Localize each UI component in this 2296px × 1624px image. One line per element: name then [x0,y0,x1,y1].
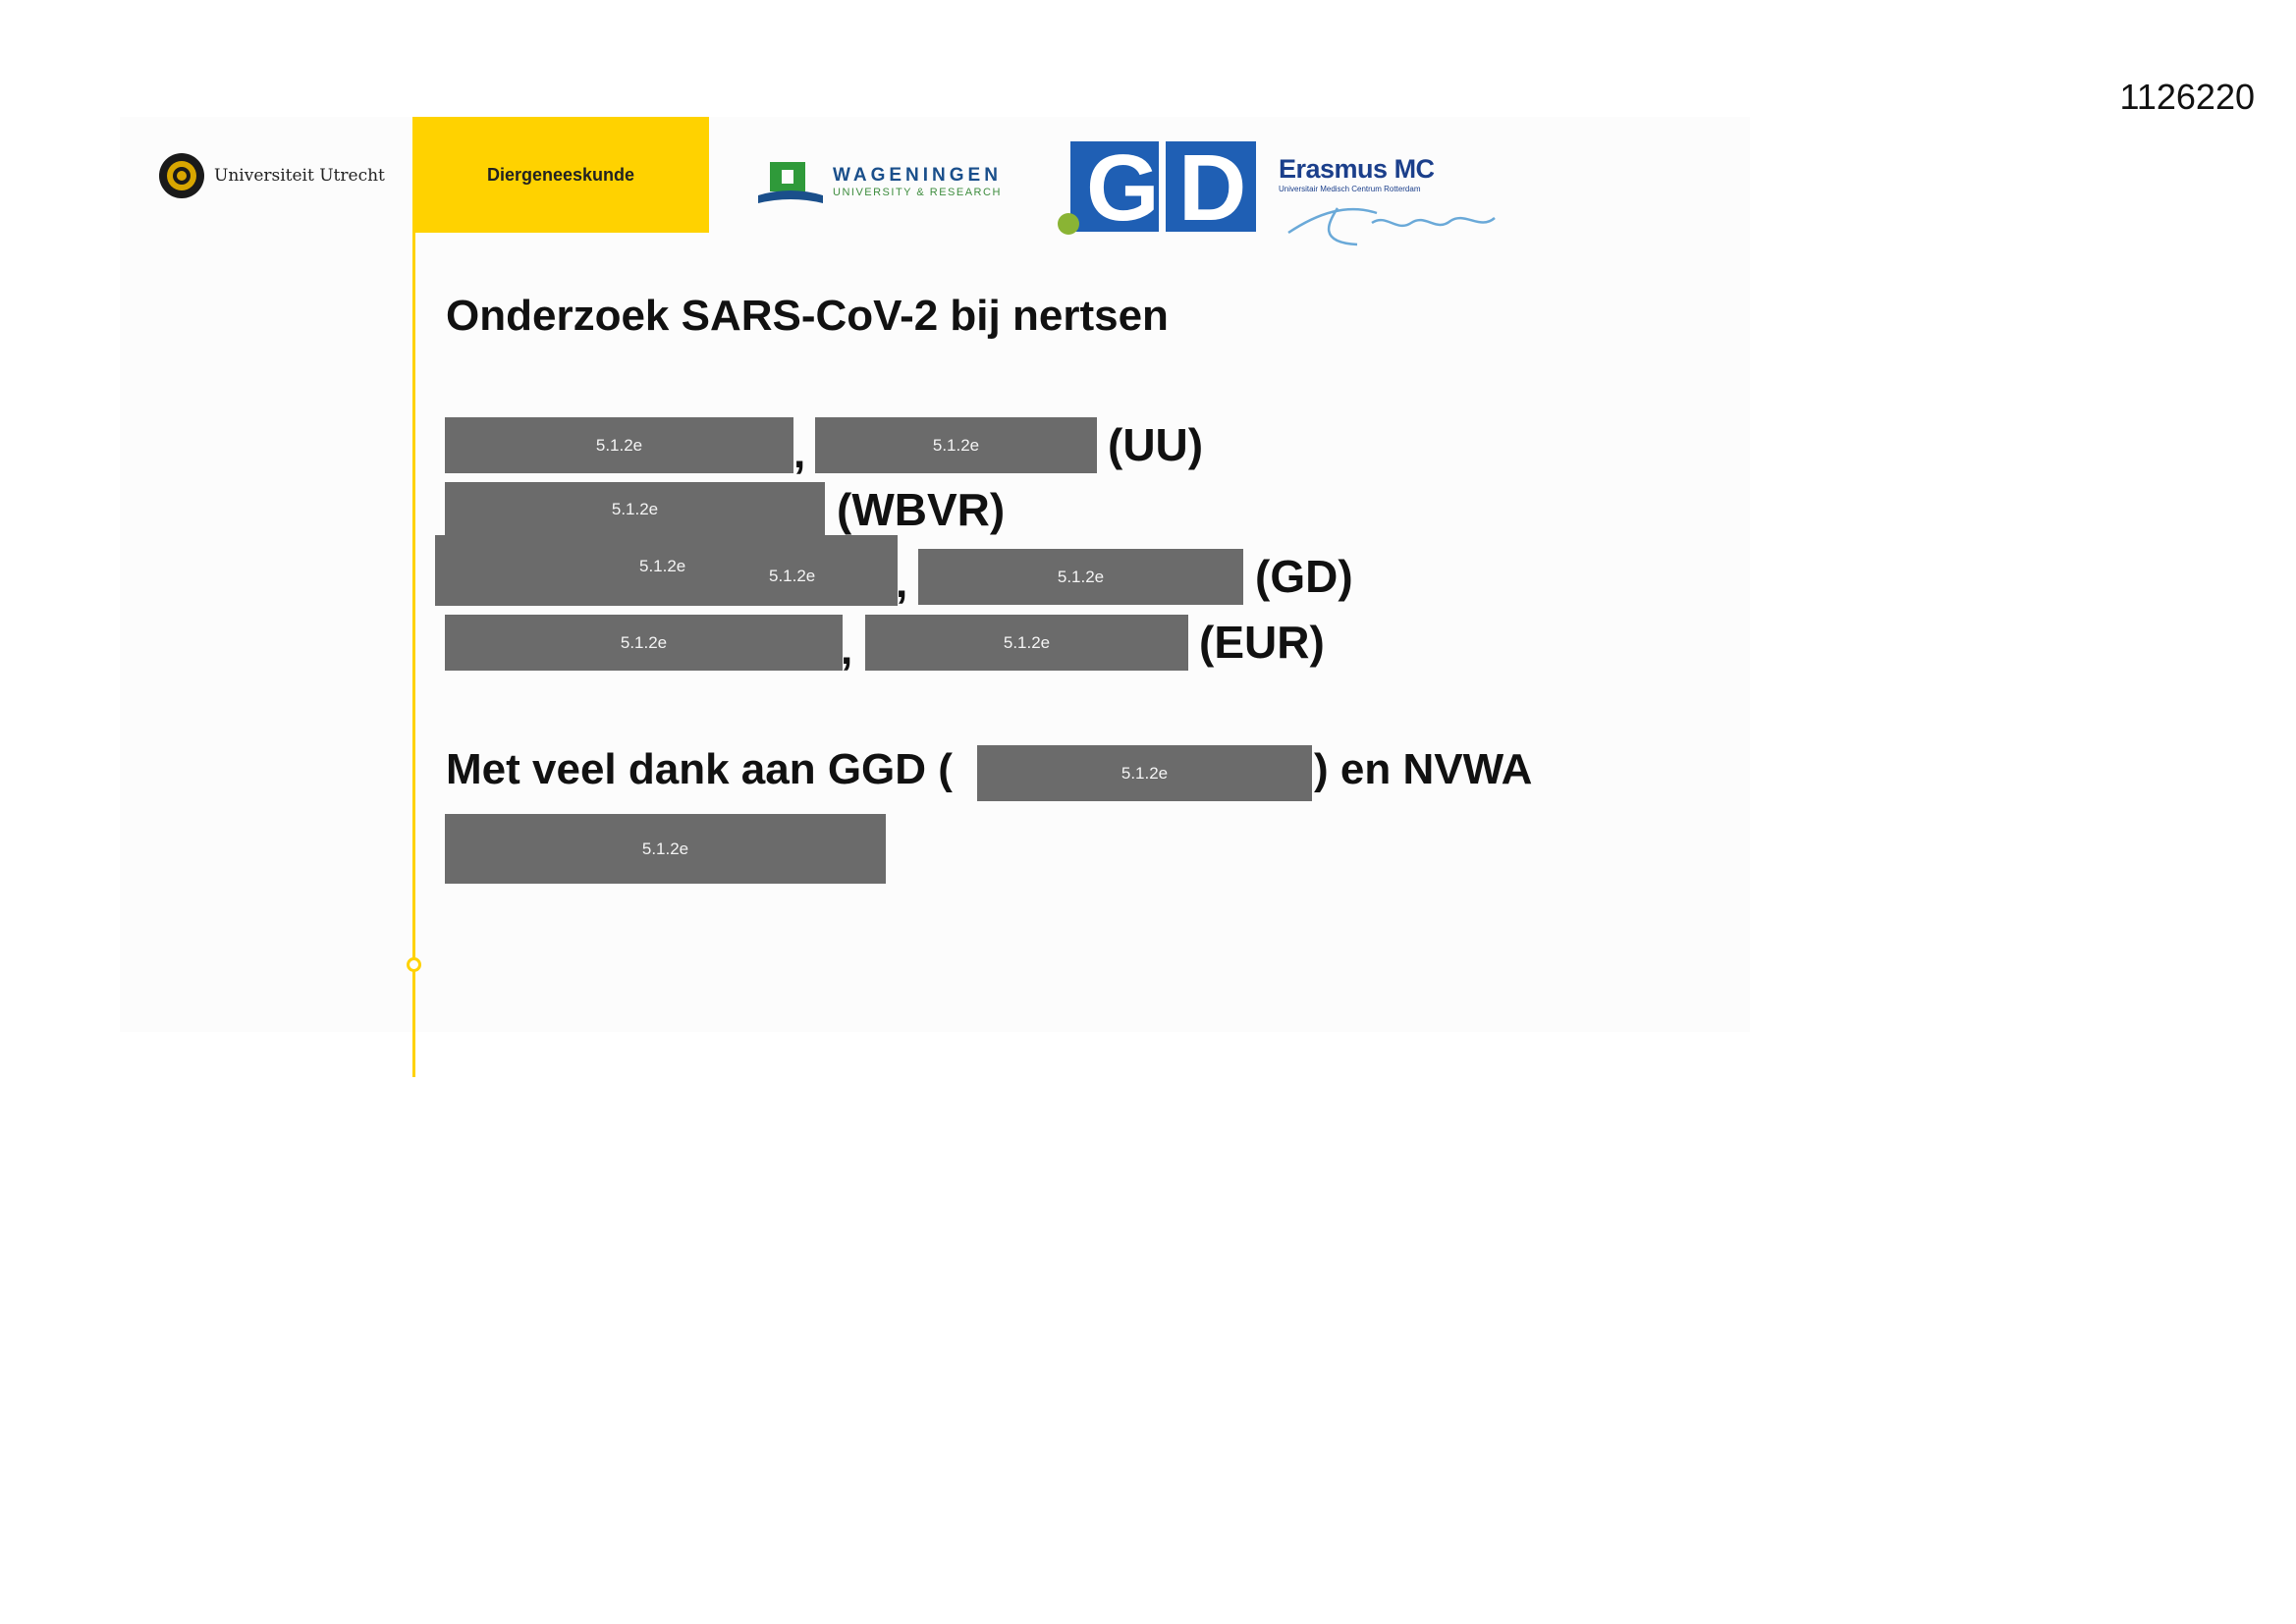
accent-line [412,233,415,1077]
wur-emblem-icon [756,158,825,205]
utrecht-logo-text: Universiteit Utrecht [214,166,385,186]
erasmus-mc-logo [1279,154,1504,257]
thanks-prefix: Met veel dank aan GGD ( [446,745,953,793]
affiliation-uu: (UU) [1108,419,1204,470]
redaction-block: 5.1.2e [815,417,1097,473]
redaction-block: 5.1.2e [977,745,1312,801]
redaction-block: 5.1.2e [445,482,825,537]
accent-line-end-dot [407,957,421,972]
erasmus-mc-title: Erasmus MC [1279,154,1435,184]
document-number: 1126220 [2119,77,2255,117]
separator: , [841,625,853,674]
department-tab [412,117,709,233]
separator: , [793,429,806,477]
sun-icon [157,151,206,200]
redaction-label: 5.1.2e [639,557,686,575]
wur-title: WAGENINGEN [833,165,1002,186]
separator: , [896,559,908,607]
gd-logo [1053,141,1259,240]
slide-title: Onderzoek SARS-CoV-2 bij nertsen [446,292,1169,340]
affiliation-eur: (EUR) [1199,617,1325,668]
erasmus-mc-subtitle: Universitair Medisch Centrum Rotterdam [1279,185,1421,193]
svg-text:G: G [1086,141,1160,240]
redaction-block: 5.1.2e [865,615,1188,671]
redaction-block: 5.1.2e [445,417,793,473]
redaction-label: 5.1.2e [769,567,816,585]
redaction-block: 5.1.2e [445,615,843,671]
affiliation-wbvr: (WBVR) [837,484,1006,535]
affiliation-gd: (GD) [1255,551,1353,602]
redaction-block: 5.1.2e [445,814,886,884]
redaction-block: 5.1.2e [918,549,1243,605]
utrecht-university-logo [157,151,385,200]
wur-subtitle: UNIVERSITY & RESEARCH [833,187,1002,198]
svg-text:D: D [1178,141,1247,240]
wageningen-logo [756,158,1002,205]
redaction-block [435,535,898,606]
erasmus-signature [1279,193,1504,252]
slide [120,117,1750,1032]
department-label: Diergeneeskunde [486,164,635,185]
thanks-suffix: ) en NVWA [1314,745,1533,793]
